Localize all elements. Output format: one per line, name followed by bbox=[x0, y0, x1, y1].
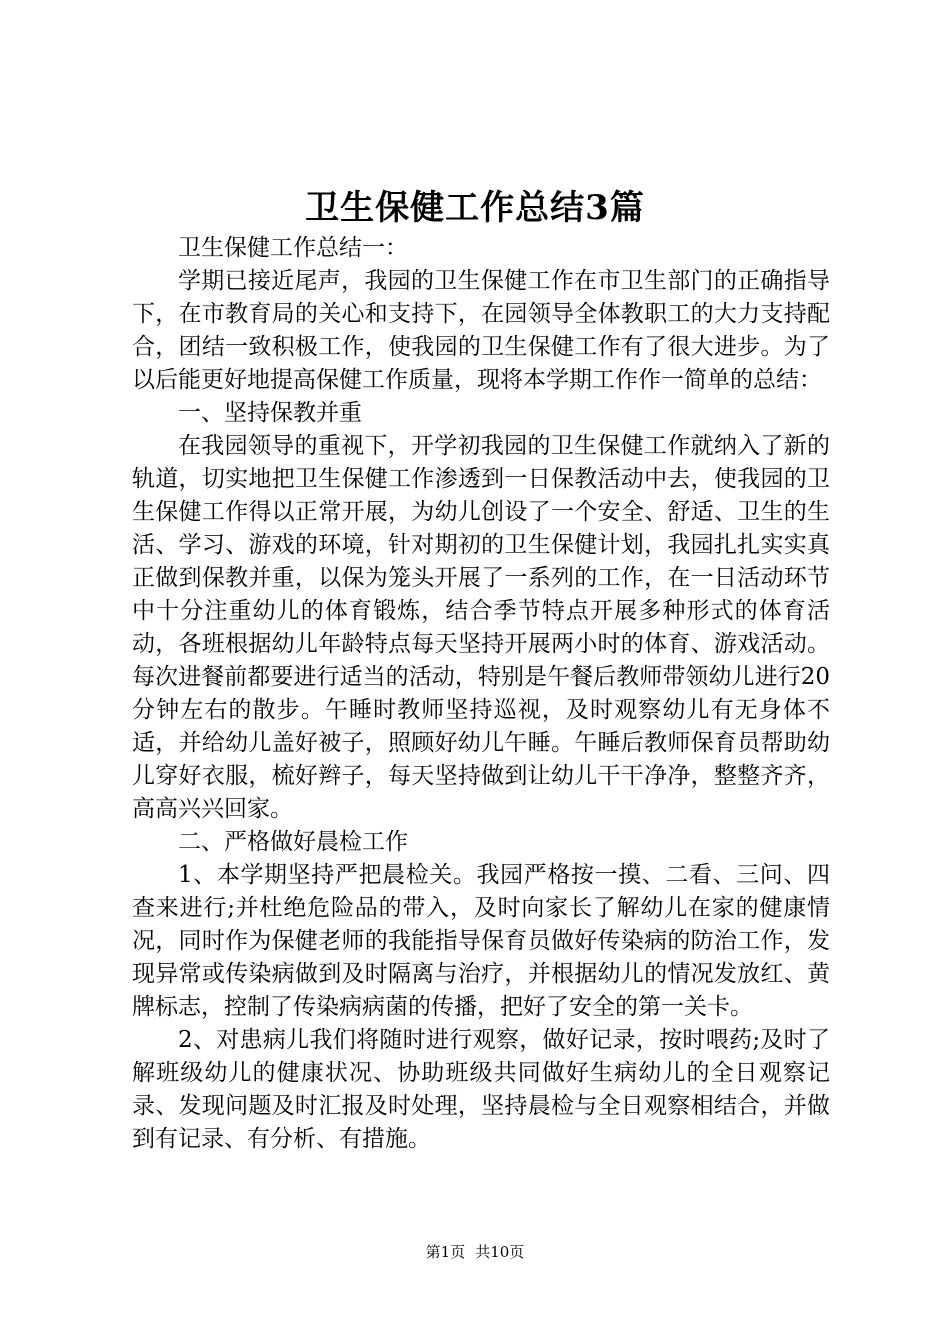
page-footer bbox=[0, 1242, 950, 1262]
section-heading: 卫生保健工作总结一： bbox=[178, 235, 408, 261]
page-number: 第1页 bbox=[425, 1243, 466, 1261]
document-title: 卫生保健工作总结3篇 bbox=[305, 188, 645, 228]
body-paragraph: 2、对患病儿我们将随时进行观察，做好记录，按时喂药;及时了解班级幼儿的健康状况、协助班级共同做好生病幼儿的全日观察记录、发现问题及时汇报及时处理，坚持晨检与全日观察相结合，并做到有记录、有分析、有措施。 bbox=[132, 1027, 830, 1152]
body-paragraph: 1、本学期坚持严把晨检关。我园严格按一摸、二看、三问、四查来进行;并杜绝危险品的带入，及时向家长了解幼儿在家的健康情况，同时作为保健老师的我能指导保育员做好传染病的防治工作，发现异常或传染病做到及时隔离与治疗，并根据幼儿的情况发放红、黄牌标志，控制了传染病病菌的传播，把好了安全的第一关卡。 bbox=[132, 862, 830, 1020]
body-paragraph: 在我园领导的重视下，开学初我园的卫生保健工作就纳入了新的轨道，切实地把卫生保健工作渗透到一日保教活动中去，使我园的卫生保健工作得以正常开展，为幼儿创设了一个安全、舒适、卫生的生活、学习、游戏的环境，针对期初的卫生保健计划，我园扎扎实实真正做到保教并重，以保为笼头开展了一系列的工作，在一日活动环节中十分注重幼儿的体育锻炼，结合季节特点开展多种形式的体育活动，各班根据幼儿年龄特点每天坚持开展两小时的体育、游戏活动。每次进餐前都要进行适当的活动，特别是午餐后教师带领幼儿进行20分钟左右的散步。午睡时教师坚持巡视，及时观察幼儿有无身体不适，并给幼儿盖好被子，照顾好幼儿午睡。午睡后教师保育员帮助幼儿穿好衣服，梳好辫子，每天坚持做到让幼儿干干净净，整整齐齐，高高兴兴回家。 bbox=[132, 433, 830, 822]
body-paragraph: 学期已接近尾声，我园的卫生保健工作在市卫生部门的正确指导下，在市教育局的关心和支持下，在园领导全体教职工的大力支持配合，团结一致积极工作，使我园的卫生保健工作有了很大进步。为了以后能更好地提高保健工作质量，现将本学期工作作一简单的总结： bbox=[132, 268, 830, 393]
document-body bbox=[132, 232, 830, 1156]
section-heading: 二、严格做好晨检工作 bbox=[178, 829, 408, 855]
section-heading: 一、坚持保教并重 bbox=[178, 400, 362, 426]
page-total: 共10页 bbox=[475, 1243, 525, 1261]
